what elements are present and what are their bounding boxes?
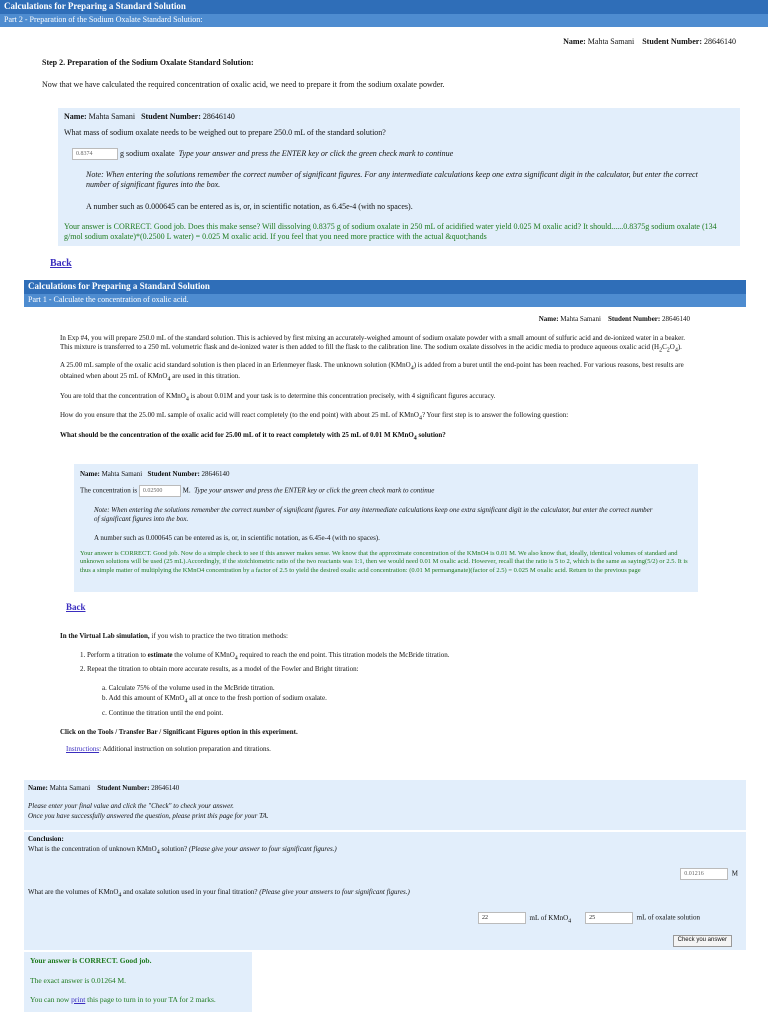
virtual-lab-section	[60, 632, 720, 754]
p4b: ? Your first step is to answer the following question:	[421, 411, 569, 420]
sub: 4	[410, 365, 414, 372]
result-box	[24, 952, 252, 1012]
vl-intro	[60, 632, 720, 641]
kmno4-volume-unit	[530, 914, 572, 922]
p1-c: C	[662, 343, 667, 352]
student-name: Mahta Samani	[49, 784, 91, 792]
student-name: Mahta Samani	[101, 470, 143, 478]
name-label: Name:	[80, 470, 100, 478]
answer-unit: g sodium oxalate	[120, 148, 175, 158]
sub: 4	[167, 376, 171, 383]
tools-instruction: Click on the Tools / Transfer Bar / Significant Figures option in this experiment.	[60, 727, 298, 736]
student-name: Mahta Samani	[88, 112, 136, 121]
part2-section	[0, 0, 768, 269]
instr-rest: : Additional instruction on solution preparation and titrations.	[99, 744, 271, 753]
sub: 4	[156, 849, 160, 856]
final-concentration-row	[680, 868, 738, 880]
student-number: 28646140	[201, 470, 230, 478]
page-subtitle: Part 2 - Preparation of the Sodium Oxalate Standard Solution:	[0, 14, 768, 27]
paragraph-question-lead	[60, 411, 692, 422]
q2-hint: (Please give your answers to four significant figures.)	[259, 888, 410, 896]
oxalate-volume-input[interactable]: 25	[585, 912, 633, 924]
sb-b: all at once to the fresh portion of sodium oxalate.	[187, 694, 327, 703]
print-link[interactable]: print	[71, 995, 86, 1004]
concentration-unit: M	[731, 869, 738, 878]
student-name: Mahta Samani	[587, 37, 635, 46]
sub: 4	[674, 347, 678, 354]
back-link[interactable]: Back	[50, 258, 72, 269]
answer-row	[72, 148, 453, 160]
sub: 4	[184, 698, 188, 705]
sub: 4	[234, 655, 238, 662]
print-b: this page to turn in to your TA for 2 marks.	[85, 995, 216, 1004]
q2a: What are the volumes of KMnO	[28, 888, 119, 896]
page-title: Calculations for Preparing a Standard Solution	[0, 0, 768, 14]
print-a: You can now	[30, 995, 72, 1004]
p2c: are used in this titration.	[170, 372, 241, 381]
mass-answer-input[interactable]: 0.8374	[72, 148, 118, 160]
enter2: Once you have successfully answered the question, please print this page for your TA.	[28, 812, 269, 820]
q1-hint: (Please give your answer to four significant figures.)	[188, 845, 337, 853]
part1-title: Calculations for Preparing a Standard Solution	[24, 280, 746, 294]
conclusion-label: Conclusion:	[28, 835, 64, 843]
student-number-label: Student Number:	[97, 784, 150, 792]
name-label: Name:	[28, 784, 48, 792]
main-question	[60, 431, 692, 442]
check-answer-button[interactable]: Check you answer	[673, 935, 732, 947]
print-instruction	[28, 812, 269, 821]
p2b: ) is added from a buret until the end-point has been reached. For various reasons, best results are obtained when about 25 mL of KMnO	[60, 360, 684, 381]
substep-a: a. Calculate 75% of the volume used in the McBride titration.	[102, 684, 275, 693]
student-number-label: Student Number:	[642, 37, 702, 46]
final-concentration-input[interactable]: 0.01216	[680, 868, 728, 880]
p2a: A 25.00 mL sample of the oxalic acid standard solution is then placed in an Erlenmeyer flask. The unknown solution (KMnO	[60, 360, 411, 369]
q-b: solution?	[416, 430, 446, 439]
conclusion-question	[28, 845, 337, 857]
student-number-label: Student Number:	[147, 470, 200, 478]
concentration-unit: M.	[182, 486, 191, 495]
sb-a: b. Add this amount of KMnO	[102, 694, 185, 703]
conclusion-box	[24, 832, 746, 950]
part1-student-info	[24, 307, 746, 324]
answer-instruction: Type your answer and press the ENTER key or click the green check mark to continue	[194, 486, 435, 495]
q1a: What is the concentration of unknown KMnO	[28, 845, 157, 853]
enter1: Please enter your final value and click the "Check" to check your answer.	[28, 802, 234, 810]
concentration-label: The concentration is	[80, 486, 138, 495]
print-message	[30, 995, 216, 1005]
note-text: Note: When entering the solutions remember the correct number of significant figures. For any intermediate calculations keep one extra significant digit in the calculator, but enter the correct number of significant figures into the box.	[86, 170, 698, 190]
student-number: 28646140	[662, 315, 690, 323]
box-student-info	[80, 470, 230, 479]
back-link[interactable]: Back	[66, 602, 86, 612]
sub: 2	[659, 347, 663, 354]
paragraph-procedure	[60, 334, 692, 355]
q1b: solution?	[159, 845, 189, 853]
box-student-info	[28, 784, 179, 793]
sub: 4	[118, 892, 122, 899]
sub: 4	[418, 415, 422, 422]
question-text: What mass of sodium oxalate needs to be weighed out to prepare 250.0 mL of the standard solution?	[64, 128, 386, 137]
student-name: Mahta Samani	[560, 315, 601, 323]
p1-end: ).	[677, 343, 682, 352]
student-number-label: Student Number:	[607, 315, 661, 323]
name-label: Name:	[563, 37, 586, 46]
sci-notation-note: A number such as 0.000645 can be entered as is, or, in scientific notation, as 6.45e-4 (with no spaces).	[86, 202, 413, 211]
answer-feedback: Your answer is CORRECT. Good job. Now do a simple check to see if this answer makes sense. We know that the approximate concentration of the KMnO4 is 0.01 M. We also know that, ideally, identical volumes of standard and unknown solutions will be used (25 mL).Accordingly, if the stoichiometric ratio of the two reactants was 1:1, then we would need 0.01 M oxalic acid. However, recall that the ratio is 5 to 2, which is the same as saying(5/2) or 2.5. It is thus a simple matter of multiplying the KMnO4 concentration by a factor of 2.5 to yield the desired oxalic acid concentration: (0.01 M permanganate)(factor of 2.5) = 0.025 M oxalic acid. Return to the previous page	[80, 550, 688, 574]
answer-feedback: Your answer is CORRECT. Good job. Does this make sense? Will dissolving 0.8375 g of sodium oxalate in 250 mL of acidified water yield 0.025 M oxalic acid? It should......0.8375g sodium oxalate (134 g/mol sodium oxalate)*(0.2500 L water) = 0.025 M oxalic acid. If you feel that you need more practice with the actual &quot;hands	[64, 222, 717, 242]
sub: 2	[666, 347, 670, 354]
q-a: What should be the concentration of the oxalic acid for 25.00 mL of it to react completely with 25 mL of 0.01 M KMnO	[60, 430, 414, 439]
student-info	[0, 27, 768, 47]
student-number-label: Student Number:	[141, 112, 201, 121]
student-number: 28646140	[151, 784, 180, 792]
concentration-row	[80, 485, 434, 497]
s1-bold: estimate	[147, 651, 173, 660]
instructions-row	[66, 745, 720, 754]
question-box	[58, 108, 740, 246]
concentration-input[interactable]: 0.02500	[139, 485, 181, 497]
sci-notation-note: A number such as 0.000645 can be entered as is, or, in scientific notation, as 6.45e-4 (with no spaces).	[94, 534, 380, 542]
volume-row	[478, 912, 700, 926]
vl-bold: In the Virtual Lab simulation,	[60, 632, 150, 640]
v1u: mL of KMnO	[529, 913, 569, 922]
sub: 4	[568, 918, 572, 924]
enter-instruction	[28, 802, 234, 811]
s1c: required to reach the end point. This titration models the McBride titration.	[237, 651, 450, 660]
student-number: 28646140	[704, 37, 736, 46]
part1-body	[60, 334, 692, 442]
student-number: 28646140	[202, 112, 235, 121]
sub: 4	[185, 396, 189, 403]
substep-b	[102, 694, 720, 706]
kmno4-volume-input[interactable]: 22	[478, 912, 526, 924]
s1a: 1. Perform a titration to	[80, 651, 148, 660]
step-2: 2. Repeat the titration to obtain more accurate results, as a model of the Fowler and Bright titration:	[80, 665, 359, 674]
sig-fig-note	[86, 170, 706, 191]
answer-instruction: Type your answer and press the ENTER key or click the green check mark to continue	[178, 148, 454, 158]
instructions-box	[24, 780, 746, 830]
q2b: and oxalate solution used in your final titration?	[121, 888, 260, 896]
p4a: How do you ensure that the 25.00 mL sample of oxalic acid will react completely (to the end point) with about 25 mL of KMnO	[60, 411, 419, 420]
p1-o: O	[669, 343, 675, 352]
step-1	[80, 651, 720, 663]
step-heading: Step 2. Preparation of the Sodium Oxalate Standard Solution:	[42, 58, 254, 67]
exact-answer: The exact answer is 0.01264 M.	[30, 976, 127, 985]
intro-text: Now that we have calculated the required concentration of oxalic acid, we need to prepare it from the sodium oxalate powder.	[42, 80, 445, 89]
name-label: Name:	[538, 315, 559, 323]
concentration-box	[74, 464, 698, 592]
part1-subtitle: Part 1 - Calculate the concentration of oxalic acid.	[24, 294, 746, 307]
s1b: the volume of KMnO	[172, 651, 235, 660]
p3a: You are told that the concentration of KMnO	[60, 391, 186, 400]
sig-fig-note	[94, 506, 654, 524]
p1-text: In Exp #4, you will prepare 250.0 mL of the standard solution. This is achieved by first mixing an accurately-weighed amount of sodium oxalate powder with a small amount of sulfuric acid and de-ionized water in a beaker. This mixture is transferred to a 250 mL volumetric flask and de-ionized water is then added to fill the flask to the calibration line. The sodium oxalate dissolves in the acidic media to produce aqueous oxalic acid (H	[60, 334, 685, 352]
p3b: is about 0.01M and your task is to determine this concentration precisely, with 4 significant figures accuracy.	[188, 391, 496, 400]
sub: 4	[413, 435, 417, 442]
name-label: Name:	[64, 112, 87, 121]
box-student-info	[64, 112, 235, 122]
instructions-link[interactable]: Instructions	[66, 744, 100, 753]
oxalate-volume-unit: mL of oxalate solution	[636, 913, 700, 922]
vl-rest: if you wish to practice the two titration methods:	[149, 632, 288, 640]
substep-c: c. Continue the titration until the end point.	[102, 708, 224, 717]
paragraph-titration	[60, 361, 692, 384]
paragraph-task	[60, 392, 692, 403]
correct-message: Your answer is CORRECT. Good job.	[30, 956, 152, 965]
part1-section	[24, 280, 746, 753]
note-text: Note: When entering the solutions remember the correct number of significant figures. For any intermediate calculations keep one extra significant digit in the calculator, but enter the correct number of significant figures into the box.	[94, 506, 653, 524]
volume-question	[28, 888, 410, 900]
check-button-wrap	[673, 935, 732, 947]
